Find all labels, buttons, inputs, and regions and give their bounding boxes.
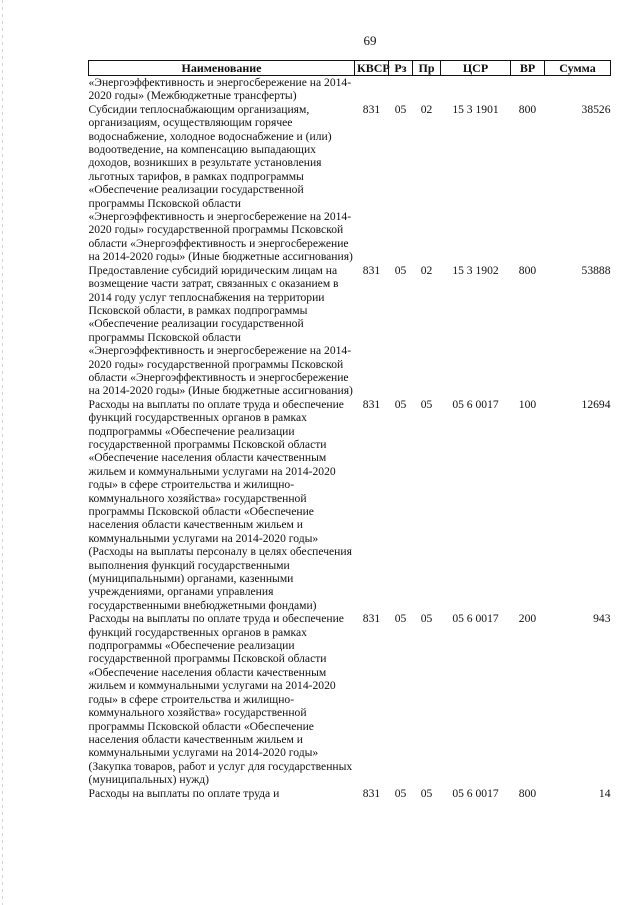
table-row (89, 787, 611, 800)
row-sum: 38526 (581, 102, 611, 116)
row-rz: 05 (394, 102, 407, 116)
table-header-row (89, 61, 611, 76)
table-row-continuation (89, 76, 611, 103)
row-rz: 05 (394, 397, 407, 411)
row-kvsr: 831 (362, 786, 381, 800)
row-csr: 15 3 1902 (452, 263, 499, 277)
row-name: Субсидии теплоснабжающим организациям, организациям, осуществляющим горячее водоснабжение, холодное водоснабжение и (или) водоотведение, на компенсацию выпадающих доходов, возникших в результате установления льготных тарифов, в рамках подпрограммы «Обеспечение реализации государственной программы Псковской области «Энергоэффективность и энергосбережение на 2014-2020 годы» государственной программы Псковской области «Энергоэффективность и энергосбережение на 2014-2020 годы» (Иные бюджетные ассигнования) (88, 102, 353, 264)
row-sum: 12694 (581, 397, 611, 411)
table-row (89, 103, 611, 264)
header-pr: Пр (413, 61, 441, 76)
row-name: Расходы на выплаты по оплате труда и (88, 786, 280, 800)
row-vr: 100 (518, 397, 537, 411)
row-name: «Энергоэффективность и энергосбережение на 2014-2020 годы» (Межбюджетные трансферты) (88, 76, 352, 103)
row-vr: 200 (518, 612, 537, 626)
row-pr: 05 (420, 786, 433, 800)
table-row (89, 398, 611, 613)
row-pr: 05 (420, 612, 433, 626)
row-kvsr: 831 (362, 263, 381, 277)
table-row (89, 264, 611, 398)
row-name: Расходы на выплаты по оплате труда и обеспечение функций государственных органов в рамках подпрограммы «Обеспечение реализации государственной программы Псковской области «Обеспечение населения области качественным жильем и коммунальными услугами на 2014-2020 годы» в сфере строительства и жилищно-коммунального хозяйства» государственной программы Псковской области «Обеспечение населения области качественным жильем и коммунальными услугами на 2014-2020 годы» (Расходы на выплаты персоналу в целях обеспечения выполнения функций государственными (муниципальными) органами, казенными учреждениями, органами управления государственными внебюджетными фондами) (88, 397, 352, 612)
header-kvsr: КВСР (355, 61, 389, 76)
row-vr: 800 (518, 102, 537, 116)
row-sum: 53888 (581, 263, 611, 277)
row-rz: 05 (394, 786, 407, 800)
row-sum: 943 (593, 612, 611, 626)
budget-table (88, 60, 611, 800)
row-vr: 800 (518, 263, 537, 277)
row-rz: 05 (394, 612, 407, 626)
row-name: Расходы на выплаты по оплате труда и обеспечение функций государственных органов в рамках подпрограммы «Обеспечение реализации государственной программы Псковской области «Обеспечение населения области качественным жильем и коммунальными услугами на 2014-2020 годы» в сфере строительства и жилищно-коммунального хозяйства» государственной программы Псковской области «Обеспечение населения области качественным жильем и коммунальными услугами на 2014-2020 годы» (Закупка товаров, работ и услуг для государственных (муниципальных) нужд) (88, 612, 353, 787)
row-csr: 05 6 0017 (452, 397, 499, 411)
page-number: 69 (363, 33, 377, 48)
header-vr: ВР (511, 61, 545, 76)
row-pr: 05 (420, 397, 433, 411)
table-row (89, 612, 611, 786)
row-kvsr: 831 (362, 397, 381, 411)
row-sum: 14 (598, 786, 611, 800)
row-rz: 05 (394, 263, 407, 277)
row-csr: 05 6 0017 (452, 612, 499, 626)
header-name: Наименование (89, 61, 355, 76)
scan-edge (2, 0, 3, 905)
row-kvsr: 831 (362, 612, 381, 626)
row-pr: 02 (420, 102, 433, 116)
header-sum: Сумма (545, 61, 611, 76)
row-csr: 15 3 1901 (452, 102, 499, 116)
row-name: Предоставление субсидий юридическим лицам на возмещение части затрат, связанных с оказанием в 2014 году услуг теплоснабжения на территории Псковской области, в рамках подпрограммы «Обеспечение реализации государственной программы Псковской области «Энергоэффективность и энергосбережение на 2014-2020 годы» государственной программы Псковской области «Энергоэффективность и энергосбережение на 2014-2020 годы» (Иные бюджетные ассигнования) (88, 263, 353, 398)
row-csr: 05 6 0017 (452, 786, 499, 800)
row-pr: 02 (420, 263, 433, 277)
header-csr: ЦСР (441, 61, 511, 76)
row-vr: 800 (518, 786, 537, 800)
header-rz: Рз (389, 61, 413, 76)
row-kvsr: 831 (362, 102, 381, 116)
